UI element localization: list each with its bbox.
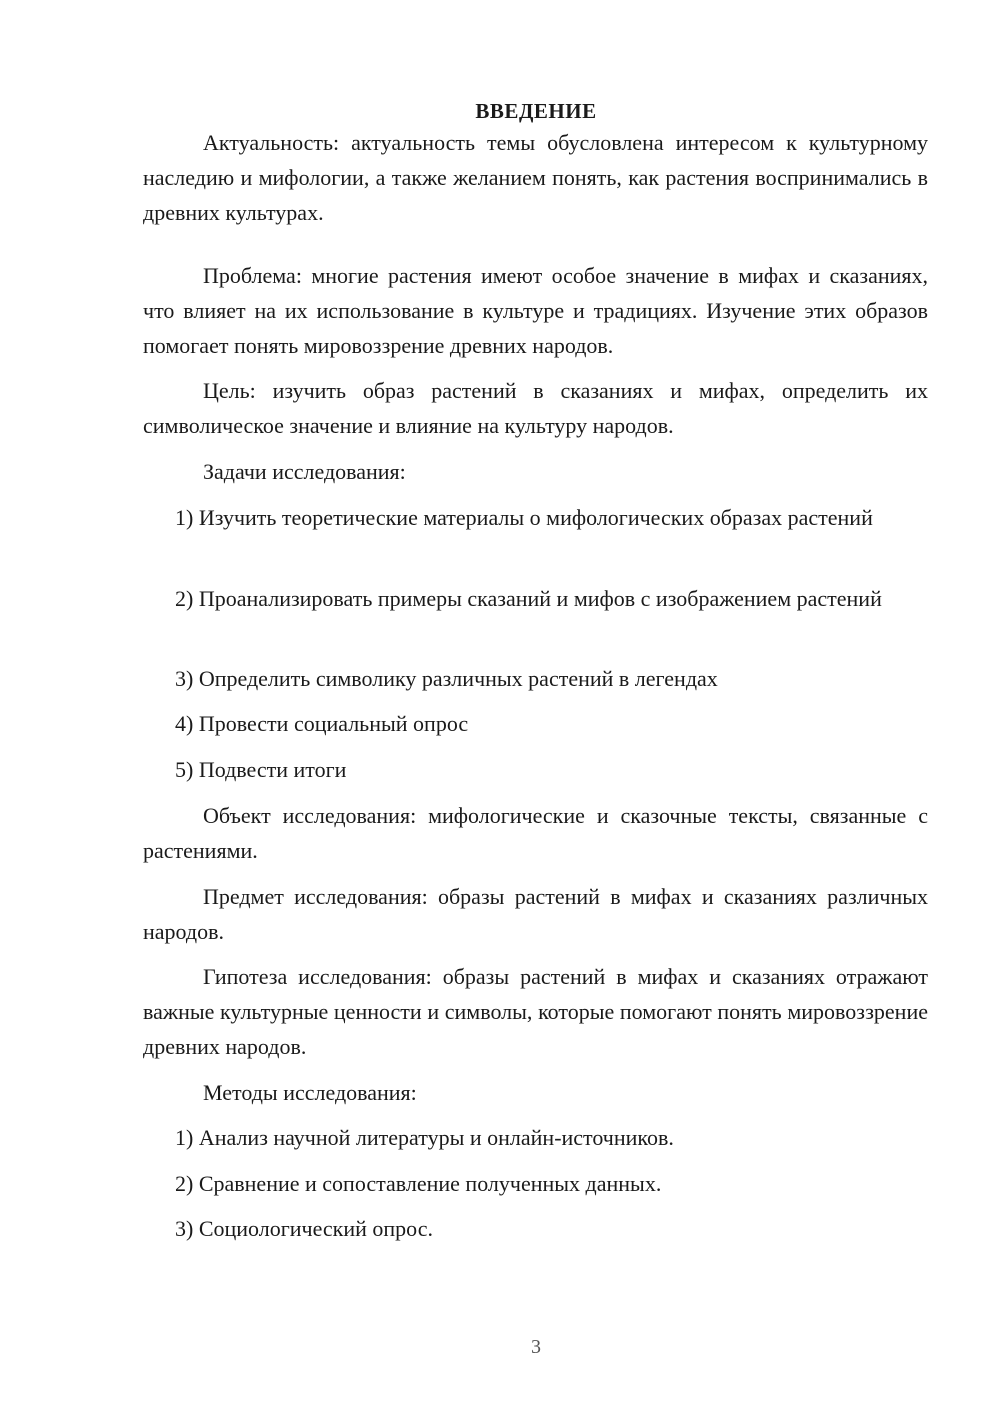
problem-paragraph: Проблема: многие растения имеют особое значение в мифах и сказаниях, что влияет на их использование в культуре и традициях. Изучение этих образов помогает понять мировоззрение древних народов. <box>143 263 928 358</box>
task-item-5: 5) Подвести итоги <box>175 757 347 782</box>
method-item-1: 1) Анализ научной литературы и онлайн-источников. <box>175 1125 674 1150</box>
method-item-3: 3) Социологический опрос. <box>175 1216 433 1241</box>
methods-heading: Методы исследования: <box>203 1080 417 1105</box>
tasks-heading: Задачи исследования: <box>203 459 406 484</box>
task-item-3: 3) Определить символику различных растений в легендах <box>175 666 718 691</box>
object-paragraph: Объект исследования: мифологические и сказочные тексты, связанные с растениями. <box>143 803 928 863</box>
goal-paragraph: Цель: изучить образ растений в сказаниях и мифах, определить их символическое значение и влияние на культуру народов. <box>143 378 928 438</box>
task-item-2: 2) Проанализировать примеры сказаний и мифов с изображением растений <box>175 586 882 611</box>
task-item-4: 4) Провести социальный опрос <box>175 711 469 736</box>
method-item-2: 2) Сравнение и сопоставление полученных данных. <box>175 1171 662 1196</box>
relevance-paragraph: Актуальность: актуальность темы обусловлена интересом к культурному наследию и мифологии, а также желанием понять, как растения воспринимались в древних культурах. <box>143 130 928 225</box>
task-item-1: 1) Изучить теоретические материалы о мифологических образах растений <box>175 505 873 530</box>
subject-paragraph: Предмет исследования: образы растений в мифах и сказаниях различных народов. <box>143 884 928 944</box>
section-title: ВВЕДЕНИЕ <box>475 99 597 123</box>
hypothesis-paragraph: Гипотеза исследования: образы растений в мифах и сказаниях отражают важные культурные ценности и символы, которые помогают понять мировоззрение древних народов. <box>143 964 928 1059</box>
page-number: 3 <box>531 1336 541 1358</box>
